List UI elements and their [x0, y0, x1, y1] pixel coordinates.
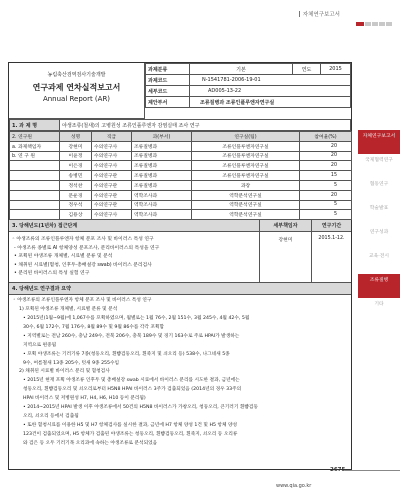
- table-row: [10, 141, 352, 151]
- manager-heading: 세부책임자: [259, 220, 311, 231]
- goal-line: ◦ 야생조류의 조류인플루엔자 항체 분포 조사 및 바이러스 특성 연구: [12, 237, 154, 243]
- meta-label: 과제코드: [146, 75, 190, 86]
- meta-label: 연도: [293, 64, 321, 75]
- section-indicator: [355, 11, 392, 30]
- table-cell: 수의연구사: [92, 141, 132, 151]
- result-line: • 2015년(1월~9월)에 1,067수를 포획하였으며, 월별로는 1월 76수, 2월 151수, 3월 245수, 4월 42수, 5월: [23, 315, 250, 321]
- table-cell: 수의연구관: [92, 180, 132, 190]
- results-text: [9, 295, 351, 450]
- table-cell: 역학조사과: [132, 200, 192, 210]
- table-cell: 역학분석연구실: [192, 210, 300, 220]
- column-header: 연구실(팀): [192, 132, 300, 142]
- result-line: HPAI 바이러스 및 저병원성 H7, H4, H6, H10 등이 분리됨): [23, 396, 146, 402]
- role-cell: [10, 171, 60, 181]
- side-tabs: [358, 130, 400, 322]
- goal-section: [9, 220, 351, 283]
- section-indicator-bar: [372, 22, 378, 26]
- table-cell: 역학분석연구실: [192, 190, 300, 200]
- project-name: 야생조류(철새)의 고병원성 조류인플루엔자 감염실태 조사 연구: [60, 120, 351, 131]
- section-indicator-bar: [356, 22, 364, 26]
- table-cell: 조류질병과: [132, 171, 192, 181]
- meta-value: AD005-13-22: [190, 86, 351, 97]
- result-line: • 지역별로는 전남 260수, 충남 249수, 전북 206수, 충북 189수 및 경기 163수로 주로 HPAI가 발생하는: [23, 333, 240, 339]
- sidebar-tab[interactable]: 연구성과: [369, 230, 389, 235]
- goal-heading: 3. 당해년도(1년차) 접근단계: [12, 223, 78, 230]
- result-line: 1) 포획된 야생조류 개체별, 시료별 분류 및 분석: [19, 307, 118, 313]
- sidebar-tab[interactable]: 국제협력연구: [365, 158, 393, 163]
- table-cell: 조류인플루엔자연구실: [192, 151, 300, 161]
- research-period: 2015.1-12.: [311, 232, 351, 282]
- table-cell: 수의연구관: [92, 190, 132, 200]
- table-cell: 이윤정: [60, 151, 92, 161]
- role-cell: [10, 210, 60, 220]
- section-tag: 자체연구보고서: [299, 10, 340, 18]
- table-cell: 강현미: [60, 141, 92, 151]
- table-cell: 조류질병과: [132, 151, 192, 161]
- footer-url: www.qia.go.kr: [276, 483, 312, 489]
- page-header: [0, 0, 400, 26]
- column-header: 성명: [60, 132, 92, 142]
- column-header: 과(부서): [132, 132, 192, 142]
- meta-table: [145, 63, 351, 108]
- goal-text: [9, 232, 259, 282]
- meta-label: 제안부서: [146, 97, 190, 108]
- table-cell: 조류인플루엔자연구실: [192, 161, 300, 171]
- project-name-row: [9, 119, 351, 131]
- meta-value: N-1541781-2006-19-01: [190, 75, 351, 86]
- result-line: • 포획 야생조류는 기러기류 7종(청둥오리, 흰뺨검둥오리, 흰죽지 및 쇠오리 등) 538수, 나그네새 5종: [23, 351, 230, 357]
- sidebar-tab[interactable]: 교육·전시: [368, 254, 390, 259]
- table-row: [10, 210, 352, 220]
- result-line: • 2015년 현재 포획 야생조류 인후두 및 총배설강 swab 시료에서 바이러스 분리를 시도한 결과, 금년에는: [23, 378, 240, 384]
- report-title-en: Annual Report (AR): [42, 95, 111, 103]
- column-header: 2. 연구원: [10, 132, 60, 142]
- column-header: 참여율(%): [300, 132, 352, 142]
- project-label: 1. 과 제 명: [10, 120, 60, 131]
- table-cell: 이은경: [60, 161, 92, 171]
- result-line: 오리, 쇠오리 등에서 검출됨: [23, 413, 79, 419]
- table-cell: 15: [300, 171, 352, 181]
- table-cell: 수의연구관: [92, 200, 132, 210]
- sidebar-tab[interactable]: 협동연구: [369, 182, 389, 187]
- period-heading: 연구기간: [311, 220, 351, 231]
- table-cell: 역학분석연구실: [192, 200, 300, 210]
- result-line: 지역으로 편중됨: [23, 342, 57, 348]
- sidebar-tab[interactable]: 학술발표: [369, 206, 389, 211]
- meta-value: 2015: [321, 64, 351, 75]
- table-cell: 김용상: [60, 210, 92, 220]
- results-heading: 4. 당해년도 연구결과 요약: [9, 283, 351, 295]
- table-cell: 정우석: [60, 200, 92, 210]
- result-line: 9수, 여름철새 13종 205수, 텃새 9종 255수임: [23, 360, 120, 366]
- role-cell: b. 연 구 원: [10, 151, 60, 161]
- annual-report-form: [8, 62, 352, 470]
- goal-line: - 야생조류 종별로 AI 항체양성 분포조사, 분리바이러스의 특성을 연구: [14, 245, 160, 251]
- table-cell: 수의연구사: [92, 210, 132, 220]
- manager-name: 강현미: [259, 232, 311, 282]
- table-cell: 역학조사과: [132, 210, 192, 220]
- table-cell: 20: [300, 141, 352, 151]
- org-name: 농림축산검역검사기술개발: [47, 72, 106, 78]
- report-title: 연구과제 연차실적보고서: [32, 83, 121, 92]
- table-row: [10, 171, 352, 181]
- page-rule: [345, 470, 400, 471]
- meta-label: 과제분류: [146, 64, 190, 75]
- table-cell: 조류인플루엔자연구실: [192, 171, 300, 181]
- table-row: [10, 161, 352, 171]
- role-cell: [10, 200, 60, 210]
- meta-value: 조류질병과 조류인플루엔자연구실: [190, 97, 351, 108]
- table-row: [10, 151, 352, 161]
- table-cell: 문운경: [60, 190, 92, 200]
- table-cell: 수의연구관: [92, 171, 132, 181]
- result-line: 123건이 검출되었으며, H5 항체가 검출된 야생조류는 청둥오리, 흰뺨검둥오리, 흰죽지, 쇠오리 등 오리류: [23, 431, 238, 437]
- section-indicator-bar: [365, 22, 371, 26]
- report-title-block: [9, 63, 145, 119]
- result-line: • 또한 혈청시료를 이용한 H5 및 H7 항체검사를 실시한 결과, 금년에 H7 항체 양성 1건 및 H5 항체 양성: [23, 422, 238, 428]
- section-indicator-bar: [379, 22, 385, 26]
- sidebar-tab[interactable]: 자체연구보고서: [358, 130, 400, 154]
- goal-line: • 포획된 야생조류 개체별, 시료별 분류 및 분석: [14, 254, 113, 260]
- table-cell: 20: [300, 190, 352, 200]
- table-cell: 과장: [192, 180, 300, 190]
- table-cell: 5: [300, 210, 352, 220]
- results-section: [9, 283, 351, 450]
- table-cell: 송병민: [60, 171, 92, 181]
- table-cell: 역학조사과: [132, 190, 192, 200]
- table-cell: 수의연구사: [92, 161, 132, 171]
- table-cell: 조류질병과: [132, 141, 192, 151]
- table-cell: 수의연구사: [92, 151, 132, 161]
- table-cell: 20: [300, 151, 352, 161]
- role-cell: a. 과제책임자: [10, 141, 60, 151]
- table-cell: 20: [300, 161, 352, 171]
- section-indicator-bar: [386, 22, 392, 26]
- role-cell: [10, 190, 60, 200]
- table-row: [10, 200, 352, 210]
- table-cell: 5: [300, 180, 352, 190]
- result-line: 2) 채취된 시료별 바이러스 분리 및 혈청검사: [19, 369, 110, 375]
- table-cell: 조류질병과: [132, 180, 192, 190]
- meta-label: 세부코드: [146, 86, 190, 97]
- page-number: 2675: [330, 467, 346, 473]
- role-cell: [10, 161, 60, 171]
- result-line: ◦ 야생조류의 조류인플루엔자 항체 분포 조사 및 바이러스 특성 연구: [13, 298, 152, 304]
- goal-line: • 채취된 시료별(혈청, 인후두·총배설강 swab) 바이러스 분리검사: [14, 262, 152, 268]
- table-cell: 조류인플루엔자연구실: [192, 141, 300, 151]
- table-cell: 정석찬: [60, 180, 92, 190]
- table-row: [10, 190, 352, 200]
- table-cell: 조류질병과: [132, 161, 192, 171]
- table-row: [10, 180, 352, 190]
- result-line: 와 검은 등 오두 기러기목 오리과에 속하는 야생조류로 분석되었음: [23, 440, 158, 446]
- researcher-table: [9, 131, 352, 220]
- table-cell: 5: [300, 200, 352, 210]
- sidebar-tab[interactable]: 기타: [374, 302, 384, 307]
- result-line: 30수, 6월 172수, 7월 176수, 8월 89수 및 9월 86수를 각각 포획함: [23, 324, 165, 330]
- meta-value: 기본: [190, 64, 293, 75]
- result-line: • 2014~2015년 HPAI 발생 이후 야생조류에서 50건의 H5N8 바이러스가 가창오리, 청둥오리, 큰기러기 흰뺨검둥: [23, 405, 258, 411]
- result-line: 청둥오리, 흰뺨검둥오리 및 쇠오리로부터 H5N8 HPAI 바이러스 3주가 검출되었음 (2014년의 경우 33주의: [23, 387, 242, 393]
- goal-line: • 분리된 바이러스의 특성 실험 연구: [14, 271, 90, 277]
- column-header: 직급: [92, 132, 132, 142]
- role-cell: [10, 180, 60, 190]
- sidebar-tab[interactable]: 조류질병: [358, 274, 400, 298]
